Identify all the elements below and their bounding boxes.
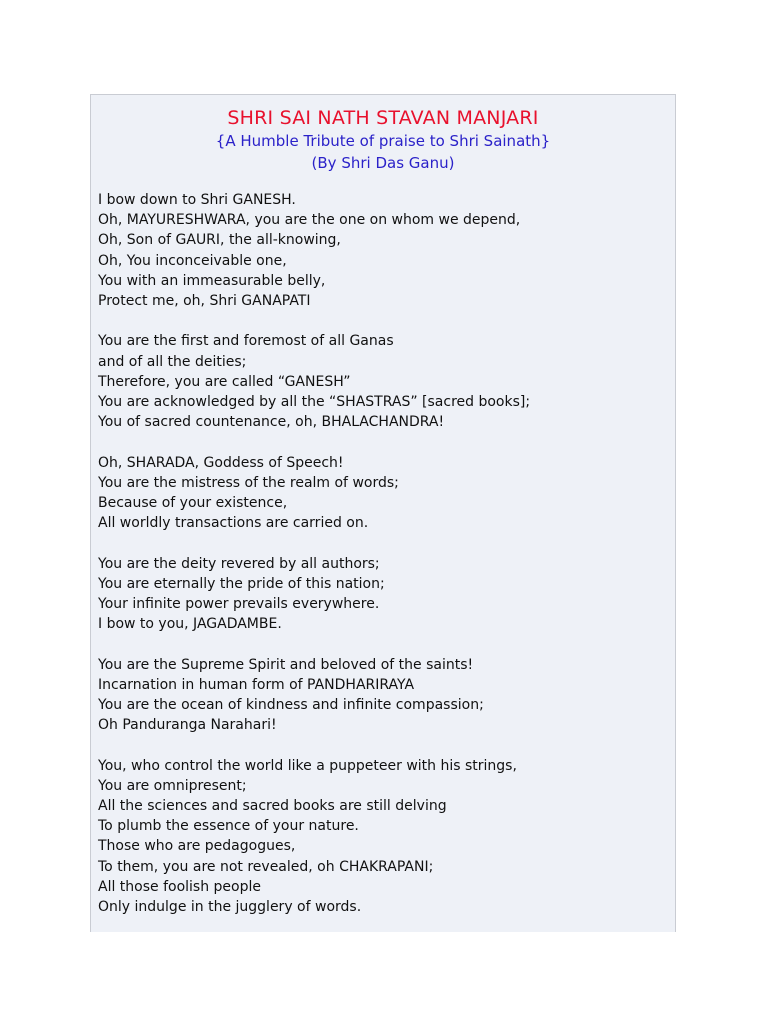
stanza bbox=[98, 331, 675, 432]
poem-line: You are the first and foremost of all Ganas bbox=[98, 333, 394, 350]
poem-line: You are the ocean of kindness and infinite compassion; bbox=[98, 697, 484, 714]
poem-line: You of sacred countenance, oh, BHALACHANDRA! bbox=[98, 414, 445, 431]
document-title: SHRI SAI NATH STAVAN MANJARI bbox=[227, 107, 539, 129]
document-panel bbox=[90, 94, 676, 932]
poem-line: Therefore, you are called “GANESH” bbox=[98, 373, 351, 390]
poem-line: You with an immeasurable belly, bbox=[98, 272, 326, 289]
poem-line: Protect me, oh, Shri GANAPATI bbox=[98, 293, 311, 310]
poem-line: I bow to you, JAGADAMBE. bbox=[98, 616, 282, 633]
poem-line: To them, you are not revealed, oh CHAKRAPANI; bbox=[98, 858, 434, 875]
poem-line: Because of your existence, bbox=[98, 495, 288, 512]
poem-body bbox=[98, 190, 675, 917]
stanza bbox=[98, 655, 675, 736]
poem-line: Those who are pedagogues, bbox=[98, 838, 296, 855]
poem-line: You are acknowledged by all the “SHASTRAS” [sacred books]; bbox=[98, 394, 531, 411]
poem-line: Your infinite power prevails everywhere. bbox=[98, 596, 380, 613]
poem-line: Oh, Son of GAURI, the all-knowing, bbox=[98, 232, 341, 249]
poem-line: I bow down to Shri GANESH. bbox=[98, 192, 296, 208]
document-author: (By Shri Das Ganu) bbox=[311, 154, 455, 172]
poem-line: Oh, You inconceivable one, bbox=[98, 252, 287, 269]
poem-line: To plumb the essence of your nature. bbox=[98, 818, 359, 835]
poem-line: Only indulge in the jugglery of words. bbox=[98, 899, 362, 916]
stanza bbox=[98, 756, 675, 918]
document-header bbox=[91, 106, 675, 174]
poem-line: Oh, MAYURESHWARA, you are the one on whom we depend, bbox=[98, 212, 521, 229]
poem-line: You are eternally the pride of this nation; bbox=[98, 575, 385, 592]
poem-line: All worldly transactions are carried on. bbox=[98, 515, 369, 532]
poem-line: All those foolish people bbox=[98, 878, 262, 895]
poem-line: You, who control the world like a puppeteer with his strings, bbox=[98, 757, 517, 774]
poem-line: Oh Panduranga Narahari! bbox=[98, 717, 277, 734]
poem-line: You are omnipresent; bbox=[98, 777, 247, 794]
stanza bbox=[98, 190, 675, 311]
stanza bbox=[98, 554, 675, 635]
stanza bbox=[98, 453, 675, 534]
poem-line: Incarnation in human form of PANDHARIRAYA bbox=[98, 676, 415, 693]
poem-line: You are the mistress of the realm of words; bbox=[98, 474, 399, 491]
poem-line: Oh, SHARADA, Goddess of Speech! bbox=[98, 454, 344, 471]
poem-line: and of all the deities; bbox=[98, 353, 247, 370]
poem-line: You are the Supreme Spirit and beloved of the saints! bbox=[98, 656, 474, 673]
poem-line: You are the deity revered by all authors; bbox=[98, 555, 380, 572]
poem-line: All the sciences and sacred books are still delving bbox=[98, 798, 447, 815]
document-subtitle: {A Humble Tribute of praise to Shri Sainath} bbox=[215, 132, 551, 150]
